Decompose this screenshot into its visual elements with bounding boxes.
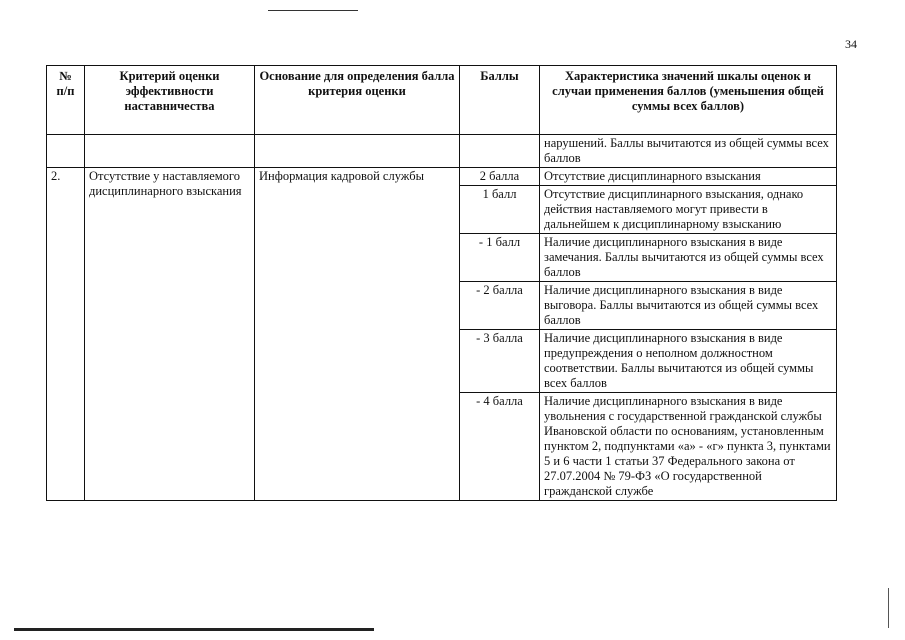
header-characteristic: Характеристика значений шкалы оценок и случаи применения баллов (уменьшения общей суммы всех баллов) xyxy=(540,66,837,135)
header-basis: Основание для определения балла критерия оценки xyxy=(255,66,460,135)
continuation-text: нарушений. Баллы вычитаются из общей суммы всех баллов xyxy=(540,135,837,168)
table-row xyxy=(47,168,837,186)
top-rule xyxy=(268,10,358,11)
characteristic-cell: Наличие дисциплинарного взыскания в виде предупреждения о неполном должностном соответствии. Баллы вычитаются из общей суммы всех баллов xyxy=(540,330,837,393)
header-criterion: Критерий оценки эффективности наставничества xyxy=(85,66,255,135)
cell-empty xyxy=(47,135,85,168)
cell-empty xyxy=(255,135,460,168)
points-cell: - 3 балла xyxy=(460,330,540,393)
header-num: № п/п xyxy=(47,66,85,135)
table-row-continuation xyxy=(47,135,837,168)
characteristic-cell: Наличие дисциплинарного взыскания в виде выговора. Баллы вычитаются из общей суммы всех баллов xyxy=(540,282,837,330)
characteristic-cell: Наличие дисциплинарного взыскания в виде замечания. Баллы вычитаются из общей суммы всех баллов xyxy=(540,234,837,282)
points-cell: 2 балла xyxy=(460,168,540,186)
characteristic-cell: Отсутствие дисциплинарного взыскания xyxy=(540,168,837,186)
criteria-table xyxy=(46,65,837,501)
bottom-rule xyxy=(14,628,374,631)
points-cell: - 4 балла xyxy=(460,393,540,501)
row2-basis: Информация кадровой службы xyxy=(255,168,460,501)
header-points: Баллы xyxy=(460,66,540,135)
points-cell: - 1 балл xyxy=(460,234,540,282)
characteristic-cell: Наличие дисциплинарного взыскания в виде увольнения с государственной гражданской службы Ивановской области по основаниям, установленным пунктом 2, подпунктами «а» - «г» пункта 3, пунктами 5 и 6 части 1 статьи 37 Федерального закона от 27.07.2004 № 79-ФЗ «О государственной гражданской службе xyxy=(540,393,837,501)
cell-empty xyxy=(85,135,255,168)
characteristic-cell: Отсутствие дисциплинарного взыскания, однако действия наставляемого могут привести в дальнейшем к дисциплинарному взысканию xyxy=(540,186,837,234)
row2-criterion: Отсутствие у наставляемого дисциплинарного взыскания xyxy=(85,168,255,501)
row2-num: 2. xyxy=(47,168,85,501)
page-number: 34 xyxy=(845,37,857,51)
points-cell: - 2 балла xyxy=(460,282,540,330)
scan-mark xyxy=(888,588,889,628)
table-header-row xyxy=(47,66,837,135)
cell-empty xyxy=(460,135,540,168)
points-cell: 1 балл xyxy=(460,186,540,234)
